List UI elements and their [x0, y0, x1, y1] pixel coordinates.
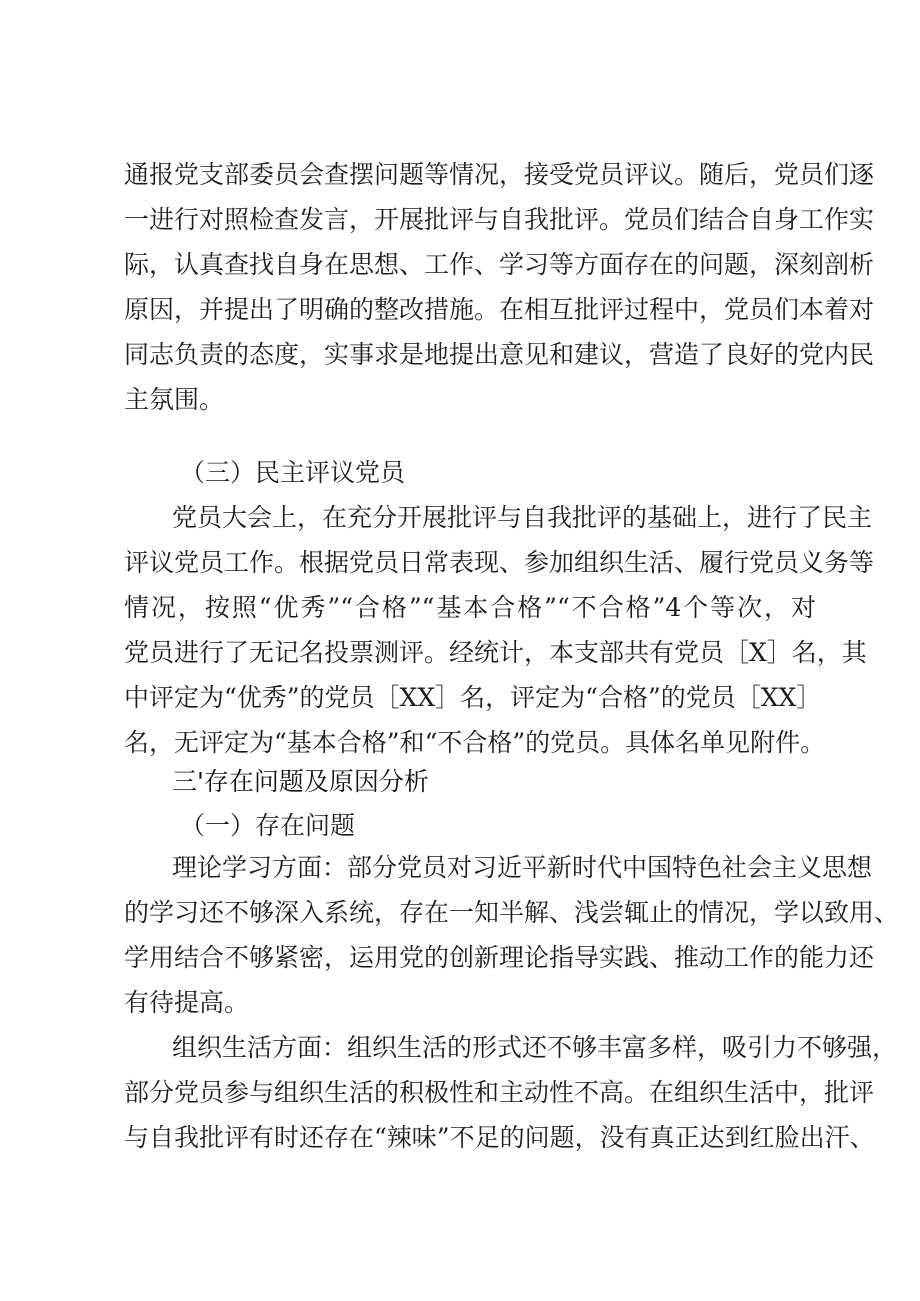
paragraph-line: 部分党员参与组织生活的积极性和主动性不高。在组织生活中，批评	[124, 1078, 875, 1107]
paragraph-line: 党员进行了无记名投票测评。经统计，本支部共有党员［X］名，其	[124, 638, 867, 667]
chapter-heading: 三'存在问题及原因分析	[172, 767, 429, 796]
paragraph-line: 与自我批评有时还存在“辣味”不足的问题，没有真正达到红脸出汗、	[124, 1123, 875, 1152]
paragraph-line: 情况，按照“优秀”“合格”“基本合格”“不合格”4个等次，对	[124, 593, 816, 622]
paragraph-line: 有待提高。	[124, 988, 250, 1017]
paragraph-line: 主氛围。	[124, 385, 225, 414]
paragraph-line: 的学习还不够深入系统，存在一知半解、浅尝辄止的情况，学以致用、	[124, 898, 900, 927]
paragraph-line: 学用结合不够紧密，运用党的创新理论指导实践、推动工作的能力还	[124, 943, 875, 972]
paragraph-line: 一进行对照检查发言，开展批评与自我批评。党员们结合自身工作实	[124, 205, 875, 234]
paragraph-line: 理论学习方面：部分党员对习近平新时代中国特色社会主义思想	[172, 853, 873, 882]
paragraph-line: 名，无评定为“基本合格”和“不合格”的党员。具体名单见附件。	[124, 728, 826, 757]
paragraph-line: 中评定为“优秀”的党员［XX］名，评定为“合格”的党员［XX］	[124, 683, 822, 712]
paragraph-line: 组织生活方面：组织生活的形式还不够丰富多样，吸引力不够强，	[172, 1033, 898, 1062]
paragraph-line: 际，认真查找自身在思想、工作、学习等方面存在的问题，深刻剖析	[124, 250, 875, 279]
paragraph-line: 同志负责的态度，实事求是地提出意见和建议，营造了良好的党内民	[124, 340, 875, 369]
paragraph-line: 党员大会上，在充分开展批评与自我批评的基础上，进行了民主	[172, 503, 873, 532]
paragraph-line: 通报党支部委员会查摆问题等情况，接受党员评议。随后，党员们逐	[124, 160, 875, 189]
section-heading: （一）存在问题	[180, 811, 356, 840]
section-heading: （三）民主评议党员	[180, 458, 406, 487]
paragraph-line: 评议党员工作。根据党员日常表现、参加组织生活、履行党员义务等	[124, 548, 875, 577]
paragraph-line: 原因，并提出了明确的整改措施。在相互批评过程中，党员们本着对	[124, 295, 875, 324]
